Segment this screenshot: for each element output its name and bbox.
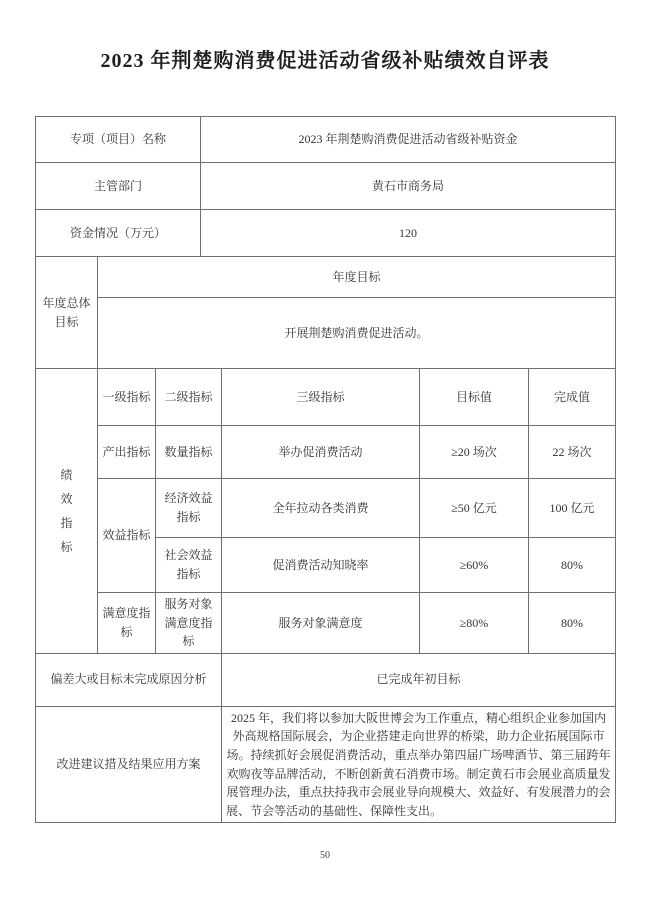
table-row-deviation <box>36 653 616 706</box>
output-level3: 举办促消费活动 <box>222 426 420 479</box>
table-row-project-name <box>36 117 616 163</box>
deviation-value: 已完成年初目标 <box>222 653 616 706</box>
header-target: 目标值 <box>420 369 529 426</box>
header-level1: 一级指标 <box>98 369 156 426</box>
output-level1: 产出指标 <box>98 426 156 479</box>
performance-section-label <box>36 369 98 654</box>
evaluation-table <box>35 116 616 823</box>
project-name-value: 2023 年荆楚购消费促进活动省级补贴资金 <box>201 117 616 163</box>
social-completed: 80% <box>529 538 616 593</box>
page-number: 50 <box>320 850 330 861</box>
annual-goal-label: 年度总体目标 <box>36 257 98 369</box>
page-title: 2023 年荆楚购消费促进活动省级补贴绩效自评表 <box>100 50 550 72</box>
benefit-level1: 效益指标 <box>98 479 156 593</box>
improvement-value: 2025 年，我们将以参加大阪世博会为工作重点，精心组织企业参加国内外高规格国际展会，为企业搭建走向世界的桥梁，助力企业拓展国际市场。持续抓好会展促消费活动，重点举办第四届广场啤酒节、第三届跨年欢购夜等品牌活动，不断创新黄石消费市场。制定黄石市会展业高质量发展管理办法，重点扶持我市会展业导向规模大、效益好、有发展潜力的会展、节会等活动的基础性、保障性支出。 <box>222 706 616 823</box>
satisfaction-completed: 80% <box>529 593 616 654</box>
funds-label: 资金情况（万元） <box>36 210 201 257</box>
satisfaction-level1: 满意度指标 <box>98 593 156 654</box>
deviation-label: 偏差大或目标未完成原因分析 <box>36 653 222 706</box>
economic-completed: 100 亿元 <box>529 479 616 538</box>
social-level2: 社会效益指标 <box>156 538 222 593</box>
performance-section-label-text: 绩效指标 <box>60 467 73 554</box>
header-completed: 完成值 <box>529 369 616 426</box>
table-row-annual-goal-header <box>36 257 616 298</box>
satisfaction-target: ≥80% <box>420 593 529 654</box>
table-row-indicator-headers <box>36 369 616 426</box>
output-completed: 22 场次 <box>529 426 616 479</box>
social-target: ≥60% <box>420 538 529 593</box>
output-target: ≥20 场次 <box>420 426 529 479</box>
table-row-output-indicator <box>36 426 616 479</box>
improvement-label: 改进建议措及结果应用方案 <box>36 706 222 823</box>
header-level2: 二级指标 <box>156 369 222 426</box>
economic-level2: 经济效益指标 <box>156 479 222 538</box>
table-row-satisfaction <box>36 593 616 654</box>
table-row-department <box>36 163 616 210</box>
table-row-economic-benefit <box>36 479 616 538</box>
economic-target: ≥50 亿元 <box>420 479 529 538</box>
project-name-label: 专项（项目）名称 <box>36 117 201 163</box>
funds-value: 120 <box>201 210 616 257</box>
table-row-annual-goal-content <box>36 298 616 369</box>
output-level2: 数量指标 <box>156 426 222 479</box>
department-value: 黄石市商务局 <box>201 163 616 210</box>
satisfaction-level2: 服务对象满意度指标 <box>156 593 222 654</box>
annual-goal-header: 年度目标 <box>98 257 616 298</box>
annual-goal-content: 开展荆楚购消费促进活动。 <box>98 298 616 369</box>
satisfaction-level3: 服务对象满意度 <box>222 593 420 654</box>
header-level3: 三级指标 <box>222 369 420 426</box>
table-row-funds <box>36 210 616 257</box>
social-level3: 促消费活动知晓率 <box>222 538 420 593</box>
table-row-improvement <box>36 706 616 823</box>
department-label: 主管部门 <box>36 163 201 210</box>
economic-level3: 全年拉动各类消费 <box>222 479 420 538</box>
